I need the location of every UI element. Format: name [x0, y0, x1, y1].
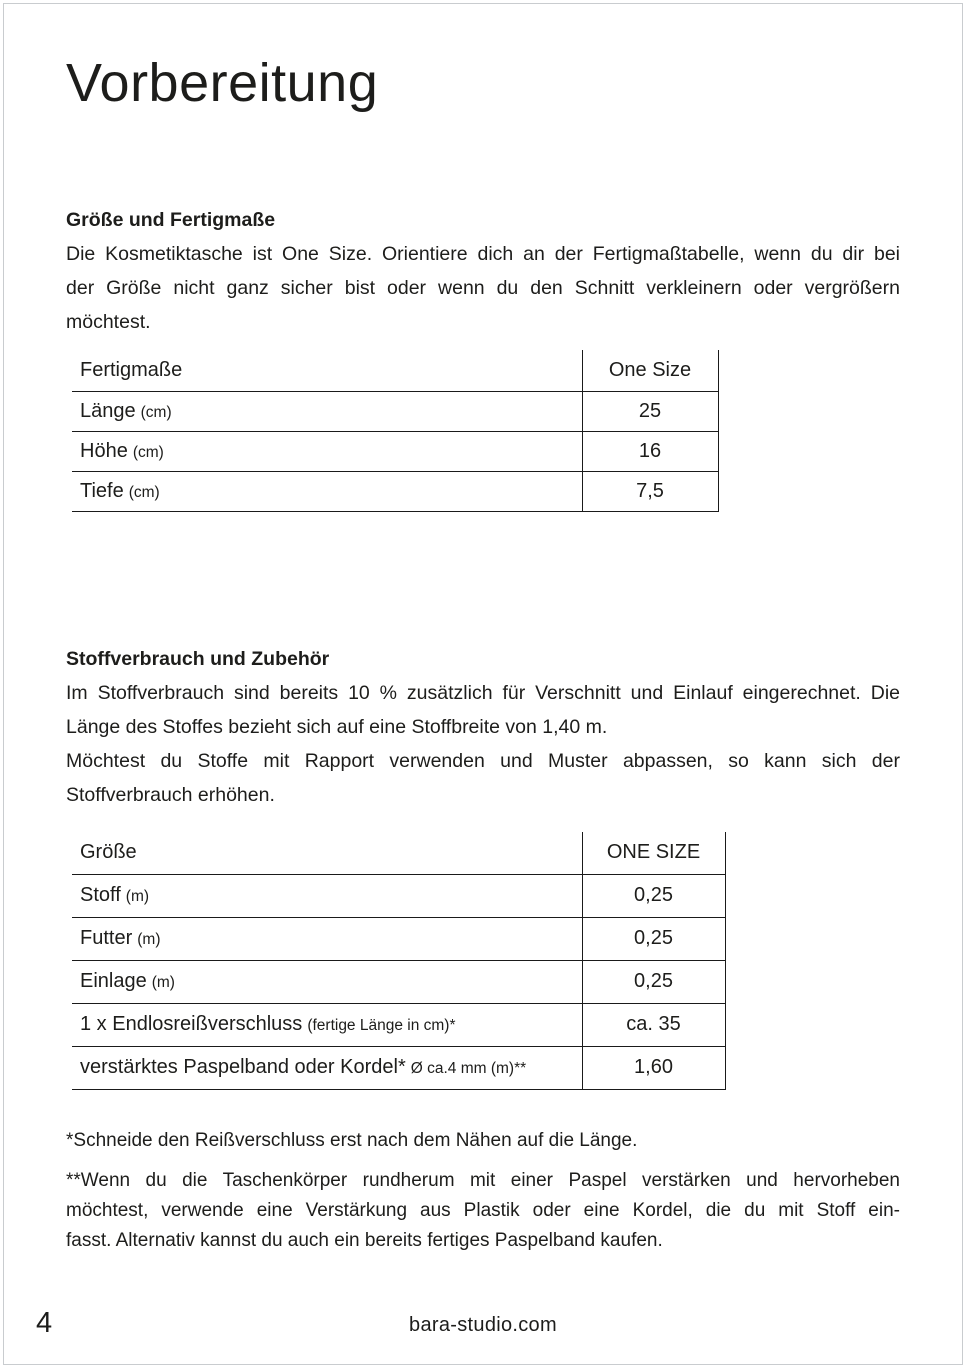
- row-label: Höhe: [80, 439, 128, 462]
- section-body-groesse: Die Kosmetiktasche ist One Size. Orientiere dich an der Fertigmaßtabelle, wenn du dir bei der Größe nicht ganz sicher bist oder wenn du den Schnitt verkleinern oder vergrößern möchtest.: [66, 243, 900, 333]
- footnote-paspel: **Wenn du die Taschenkörper rundherum mit einer Paspel verstärken und hervorheben möchtest, verwende eine Verstärkung aus Plastik oder eine Kordel, die du mit Stoff ein- fasst. Alternativ kannst du auch ein bereits fertiges Paspelband kaufen.: [66, 1170, 900, 1251]
- row-label-cell: [72, 917, 582, 960]
- table-row-hoehe: [72, 431, 718, 471]
- section-heading-groesse: Größe und Fertigmaße: [66, 209, 276, 231]
- row-unit: (m): [137, 931, 161, 948]
- row-label: Länge: [80, 399, 136, 422]
- stoffverbrauch-header-label: Größe: [72, 832, 582, 874]
- row-value: 16: [582, 431, 718, 471]
- row-label-cell: [72, 471, 582, 511]
- table-row-tiefe: [72, 471, 718, 511]
- fertigmasse-header-row: [72, 350, 718, 391]
- row-value: ca. 35: [582, 1003, 725, 1046]
- section-groesse-und-fertigmasse: [66, 203, 900, 339]
- row-value: 25: [582, 391, 718, 431]
- table-row-stoff: [72, 874, 725, 917]
- fertigmasse-header-value: One Size: [582, 350, 718, 391]
- row-value: 0,25: [582, 960, 725, 1003]
- stoffverbrauch-table: [72, 832, 726, 1090]
- table-row-paspelband: [72, 1046, 725, 1089]
- table-row-laenge: [72, 391, 718, 431]
- row-unit: (cm): [128, 483, 160, 501]
- row-label-cell: [72, 431, 582, 471]
- row-unit: (cm): [132, 443, 164, 461]
- row-value: 0,25: [582, 874, 725, 917]
- row-label: Stoff: [80, 884, 121, 906]
- row-label: Einlage: [80, 970, 147, 992]
- row-unit: (fertige Länge in cm)*: [307, 1017, 456, 1034]
- page-number: 4: [36, 1307, 53, 1339]
- row-label-cell: [72, 874, 582, 917]
- row-unit: (m): [125, 888, 150, 905]
- row-value: 7,5: [582, 471, 718, 511]
- footnote-zipper: *Schneide den Reißverschluss erst nach dem Nähen auf die Länge.: [66, 1130, 638, 1151]
- row-label: 1 x Endlosreißverschluss: [80, 1013, 303, 1035]
- fertigmasse-table: [72, 350, 719, 512]
- row-unit: (cm): [140, 403, 172, 421]
- row-label: verstärktes Paspelband oder Kordel*: [80, 1056, 406, 1078]
- row-label-cell: [72, 1046, 582, 1089]
- row-label: Tiefe: [80, 479, 124, 502]
- section-stoffverbrauch-und-zubehoer: [66, 642, 900, 812]
- stoffverbrauch-header-row: [72, 832, 725, 874]
- table-row-einlage: [72, 960, 725, 1003]
- table-row-futter: [72, 917, 725, 960]
- section-body-stoffverbrauch-1: Im Stoffverbrauch sind bereits 10 % zusätzlich für Verschnitt und Einlauf eingerechnet. Die Länge des Stoffes bezieht sich auf eine Stoffbreite von 1,40 m.: [66, 682, 900, 738]
- footer-website-link[interactable]: bara-studio.com: [409, 1314, 557, 1336]
- page-title: Vorbereitung: [66, 53, 379, 113]
- row-value: 1,60: [582, 1046, 725, 1089]
- row-unit: Ø ca.4 mm (m)**: [410, 1060, 527, 1077]
- section-body-stoffverbrauch-2: Möchtest du Stoffe mit Rapport verwenden und Muster abpassen, so kann sich der Stoffverbrauch erhöhen.: [66, 750, 900, 806]
- footnotes: [66, 1126, 900, 1256]
- row-value: 0,25: [582, 917, 725, 960]
- row-unit: (m): [151, 974, 175, 991]
- row-label-cell: [72, 1003, 582, 1046]
- row-label: Futter: [80, 927, 133, 949]
- section-heading-stoffverbrauch: Stoffverbrauch und Zubehör: [66, 648, 330, 670]
- row-label-cell: [72, 391, 582, 431]
- table-row-reissverschluss: [72, 1003, 725, 1046]
- stoffverbrauch-header-value: ONE SIZE: [582, 832, 725, 874]
- fertigmasse-header-label: Fertigmaße: [72, 350, 582, 391]
- row-label-cell: [72, 960, 582, 1003]
